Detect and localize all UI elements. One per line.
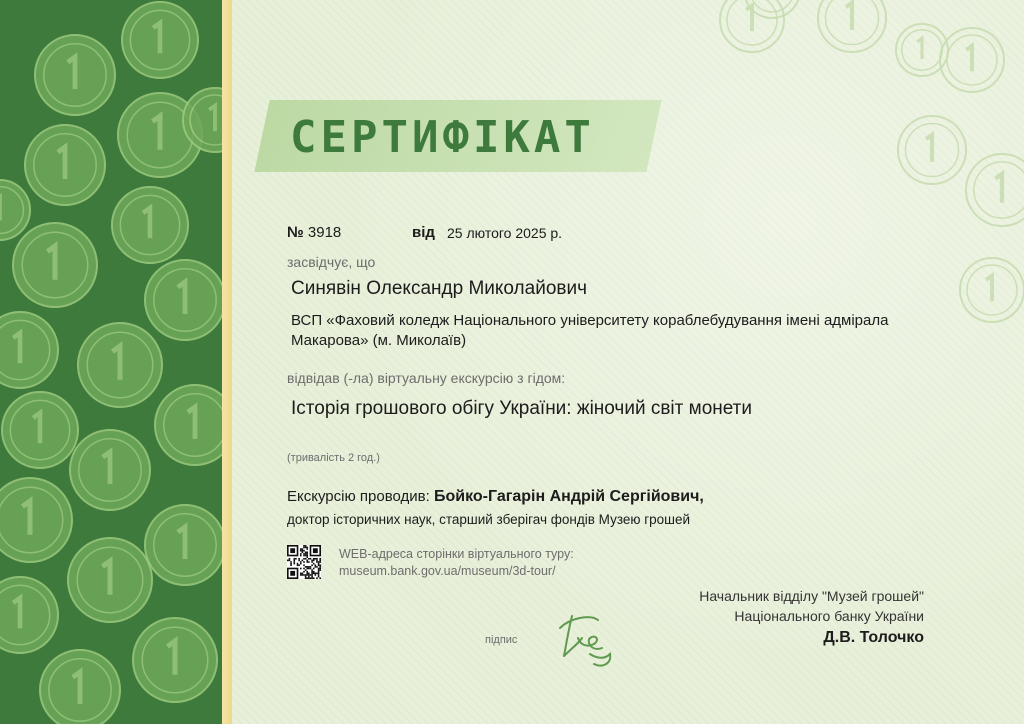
organization-line-2: Макарова» (м. Миколаїв) <box>291 332 467 349</box>
coin-icon <box>40 650 120 724</box>
coin-icon <box>0 478 72 562</box>
coin-icon <box>112 187 188 263</box>
coin-icon <box>940 28 1004 92</box>
coin-icon <box>13 223 97 307</box>
decorative-coin-panel <box>0 0 222 724</box>
coin-icon <box>960 258 1024 322</box>
coin-icon <box>818 0 886 52</box>
web-label: WEB-адреса сторінки віртуального туру: <box>339 547 574 561</box>
certifies-text: засвідчує, що <box>287 254 376 270</box>
tour-title: Історія грошового обігу України: жіночий світ монети <box>291 398 753 419</box>
web-url[interactable]: museum.bank.gov.ua/museum/3d-tour/ <box>339 564 556 578</box>
coin-icon <box>78 323 162 407</box>
coin-icon <box>68 538 152 622</box>
coin-icon <box>155 385 222 465</box>
signature-icon <box>550 608 620 670</box>
recipient-name: Синявін Олександр Миколайович <box>291 278 587 299</box>
certificate-date: 25 лютого 2025 р. <box>447 225 563 241</box>
number-label: № <box>287 224 304 241</box>
signature-label: підпис <box>485 634 518 646</box>
guide-name: Бойко-Гагарін Андрій Сергійович, <box>433 488 704 505</box>
visited-text: відвідав (-ла) віртуальну екскурсію з гідом: <box>287 370 566 386</box>
guide-line <box>287 488 704 506</box>
signer-name: Д.В. Толочко <box>823 629 924 646</box>
duration-text: (тривалість 2 год.) <box>287 452 380 464</box>
coin-icon <box>898 116 966 184</box>
certificate-title: СЕРТИФІКАТ <box>290 112 595 163</box>
signer-position-line-1: Начальник відділу "Музей грошей" <box>699 588 924 604</box>
coin-pattern-icon <box>0 0 222 724</box>
qr-code-icon <box>287 545 321 579</box>
coin-icon <box>0 180 30 240</box>
coin-icon <box>122 2 198 78</box>
decorative-stripe <box>222 0 232 724</box>
organization-line-1: ВСП «Фаховий коледж Національного університету кораблебудування імені адмірала <box>291 312 889 329</box>
coin-icon <box>2 392 78 468</box>
coin-icon <box>35 35 115 115</box>
coin-icon <box>145 505 222 585</box>
coin-icon <box>0 312 58 388</box>
coin-icon <box>133 618 217 702</box>
certificate-number: 3918 <box>307 224 342 241</box>
signer-position-line-2: Національного банку України <box>734 608 924 624</box>
coin-icon <box>0 577 58 653</box>
number-line <box>287 224 341 241</box>
coin-icon <box>966 154 1024 226</box>
coin-icon <box>145 260 222 340</box>
coin-icon <box>70 430 150 510</box>
guide-label: Екскурсію проводив: <box>287 488 430 505</box>
coin-icon <box>896 24 948 76</box>
date-label: від <box>412 224 435 241</box>
coin-icon <box>25 125 105 205</box>
guide-title: доктор історичних наук, старший зберігач фондів Музею грошей <box>287 512 691 527</box>
